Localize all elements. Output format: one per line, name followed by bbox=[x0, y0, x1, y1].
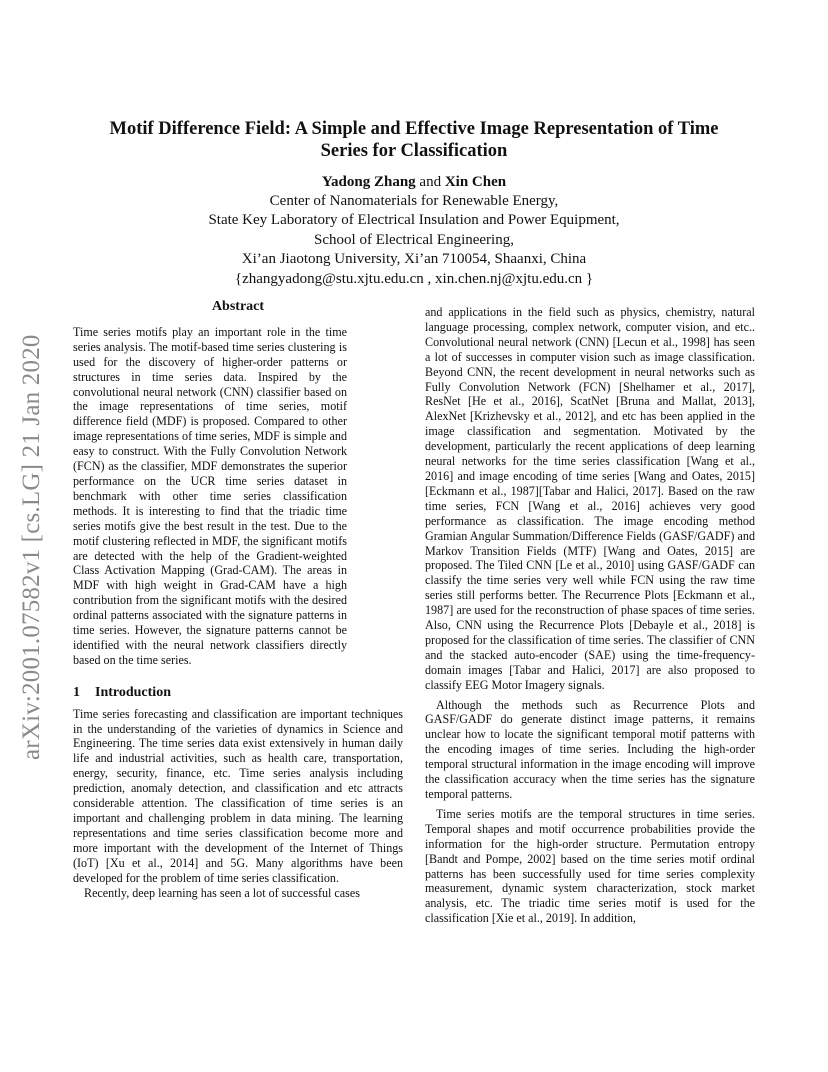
title-line-2: Series for Classification bbox=[320, 141, 508, 161]
arxiv-stamp: arXiv:2001.07582v1 [cs.LG] 21 Jan 2020 bbox=[18, 334, 45, 760]
right-column bbox=[425, 305, 755, 926]
affiliation-block bbox=[80, 192, 748, 289]
section-number: 1 bbox=[73, 684, 80, 700]
paper-title bbox=[80, 118, 748, 162]
abstract-heading: Abstract bbox=[211, 299, 265, 314]
intro-paragraph-1: Time series forecasting and classification are important techniques in the understanding of the varieties of dynamics in Science and Engineering. The time series data exist extensively in human daily life and industrial activities, such as health care, transportation, energy, security, finance, etc. Time series analysis including prediction, anomaly detection, and classification and etc attracts considerable attention. The classification of time series is an important and challenging problem in data mining. The learning representations and time series classification become more and more important with the development of the Internet of Things (IoT) [Xu et al., 2014] and 5G. Many algorithms have been developed for the problem of time series classification. bbox=[73, 706, 403, 885]
right-paragraph-2: Although the methods such as Recurrence Plots and GASF/GADF do generate distinct image patterns, it remains unclear how to locate the significant temporal motif patterns with the encoding images of time series. Including the high-order temporal structural information in the image encoding will improve the classification accuracy when the time series has the signature temporal patterns. bbox=[425, 697, 755, 801]
affiliation-line: Xi’an Jiaotong University, Xi’an 710054, Shaanxi, China bbox=[241, 251, 587, 268]
and-word: and bbox=[419, 174, 442, 190]
email-line: {zhangyadong@stu.xjtu.edu.cn , xin.chen.nj@xjtu.edu.cn } bbox=[234, 270, 594, 287]
author-2: Xin Chen bbox=[444, 174, 507, 190]
right-paragraph-3: Time series motifs are the temporal structures in time series. Temporal shapes and motif occurrence probabilities provide the information for the high-order structure. Permutation entropy [Bandt and Pompe, 2002] based on the time series motif ordinal patterns has been successfully used for time series complexity measurement, dynamic system characterization, stock market analysis, etc. The triadic time series motif is used for the classification [Xie et al., 2019]. In addition, bbox=[425, 806, 755, 926]
intro-paragraph-2: Recently, deep learning has seen a lot of successful cases bbox=[84, 885, 360, 900]
section-title: Introduction bbox=[95, 684, 171, 700]
author-line bbox=[80, 173, 748, 192]
abstract-text: Time series motifs play an important role in the time series analysis. The motif-based time series clustering is used for the discovery of higher-order patterns or structures in time series data. Inspired by the convolutional neural network (CNN) classifier based on the image representations of time series, motif difference field (MDF) is proposed. Compared to other image representations of time series, MDF is simple and easy to construct. With the Fully Convolution Network (FCN) as the classifier, MDF demonstrates the superior performance on the UCR time series dataset in benchmark with other time series classification methods. It is interesting to find that the triadic time series motifs give the best result in the test. Due to the motif clustering reflected in MDF, the significant motifs are detected with the help of the Gradient-weighted Class Activation Mapping (Grad-CAM). The areas in MDF with high weight in Grad-CAM have a high contribution from the significant motifs with the desired ordinal patterns associated with the signature patterns in time series. However, the signature patterns cannot be identified with the neural network classifiers directly based on the time series. bbox=[73, 324, 347, 667]
left-column bbox=[73, 300, 403, 900]
affiliation-line: State Key Laboratory of Electrical Insulation and Power Equipment, bbox=[208, 212, 620, 229]
affiliation-line: Center of Nanomaterials for Renewable Energy, bbox=[269, 193, 559, 209]
right-paragraph-1: and applications in the field such as physics, chemistry, natural language processing, complex network, computer vision, and etc.. Convolutional neural network (CNN) [Lecun et al., 1998] has seen a lot of successes in computer vision such as image classification. Beyond CNN, the recent development in neural networks such as Fully Convolution Network (FCN) [Shelhamer et al., 2017], ResNet [He et al., 2016], ScatNet [Bruna and Mallat, 2013], AlexNet [Krizhevsky et al., 2012], and etc has been applied in the image classification and segmentation. Motivated by the development, particularly the recent applications of deep learning neural networks for the time series classification [Wang et al., 2016] and image encoding of time series [Wang and Oates, 2015][Eckmann et al., 1987][Tabar and Halici, 2017]. Based on the raw time series, FCN [Wang et al., 2016] achieves very good performance as classification. The image encoding method Gramian Angular Summation/Difference Fields (GASF/GADF) and Markov Transition Fields (MTF) [Wang and Oates, 2015] are proposed. The Tiled CNN [Le et al., 2010] using GASF/GADF can classify the time series very well while FCN using the raw time series still performs better. The Recurrence Plots [Eckmann et al., 1987] are used for the reconstruction of phase spaces of time series. Also, CNN using the Recurrence Plots [Debayle et al., 2018] is proposed for the classification of time series. The classifier of CNN and the stacked auto-encoder (SAE) using the time-frequency-domain images [Tabar and Halici, 2017] are also proposed to classify EEG Motor Imagery signals. bbox=[425, 305, 755, 692]
affiliation-line: School of Electrical Engineering, bbox=[314, 231, 514, 248]
section-heading bbox=[73, 686, 403, 701]
author-1: Yadong Zhang bbox=[321, 174, 416, 190]
title-line-1: Motif Difference Field: A Simple and Effective Image Representation of Time bbox=[109, 119, 719, 139]
